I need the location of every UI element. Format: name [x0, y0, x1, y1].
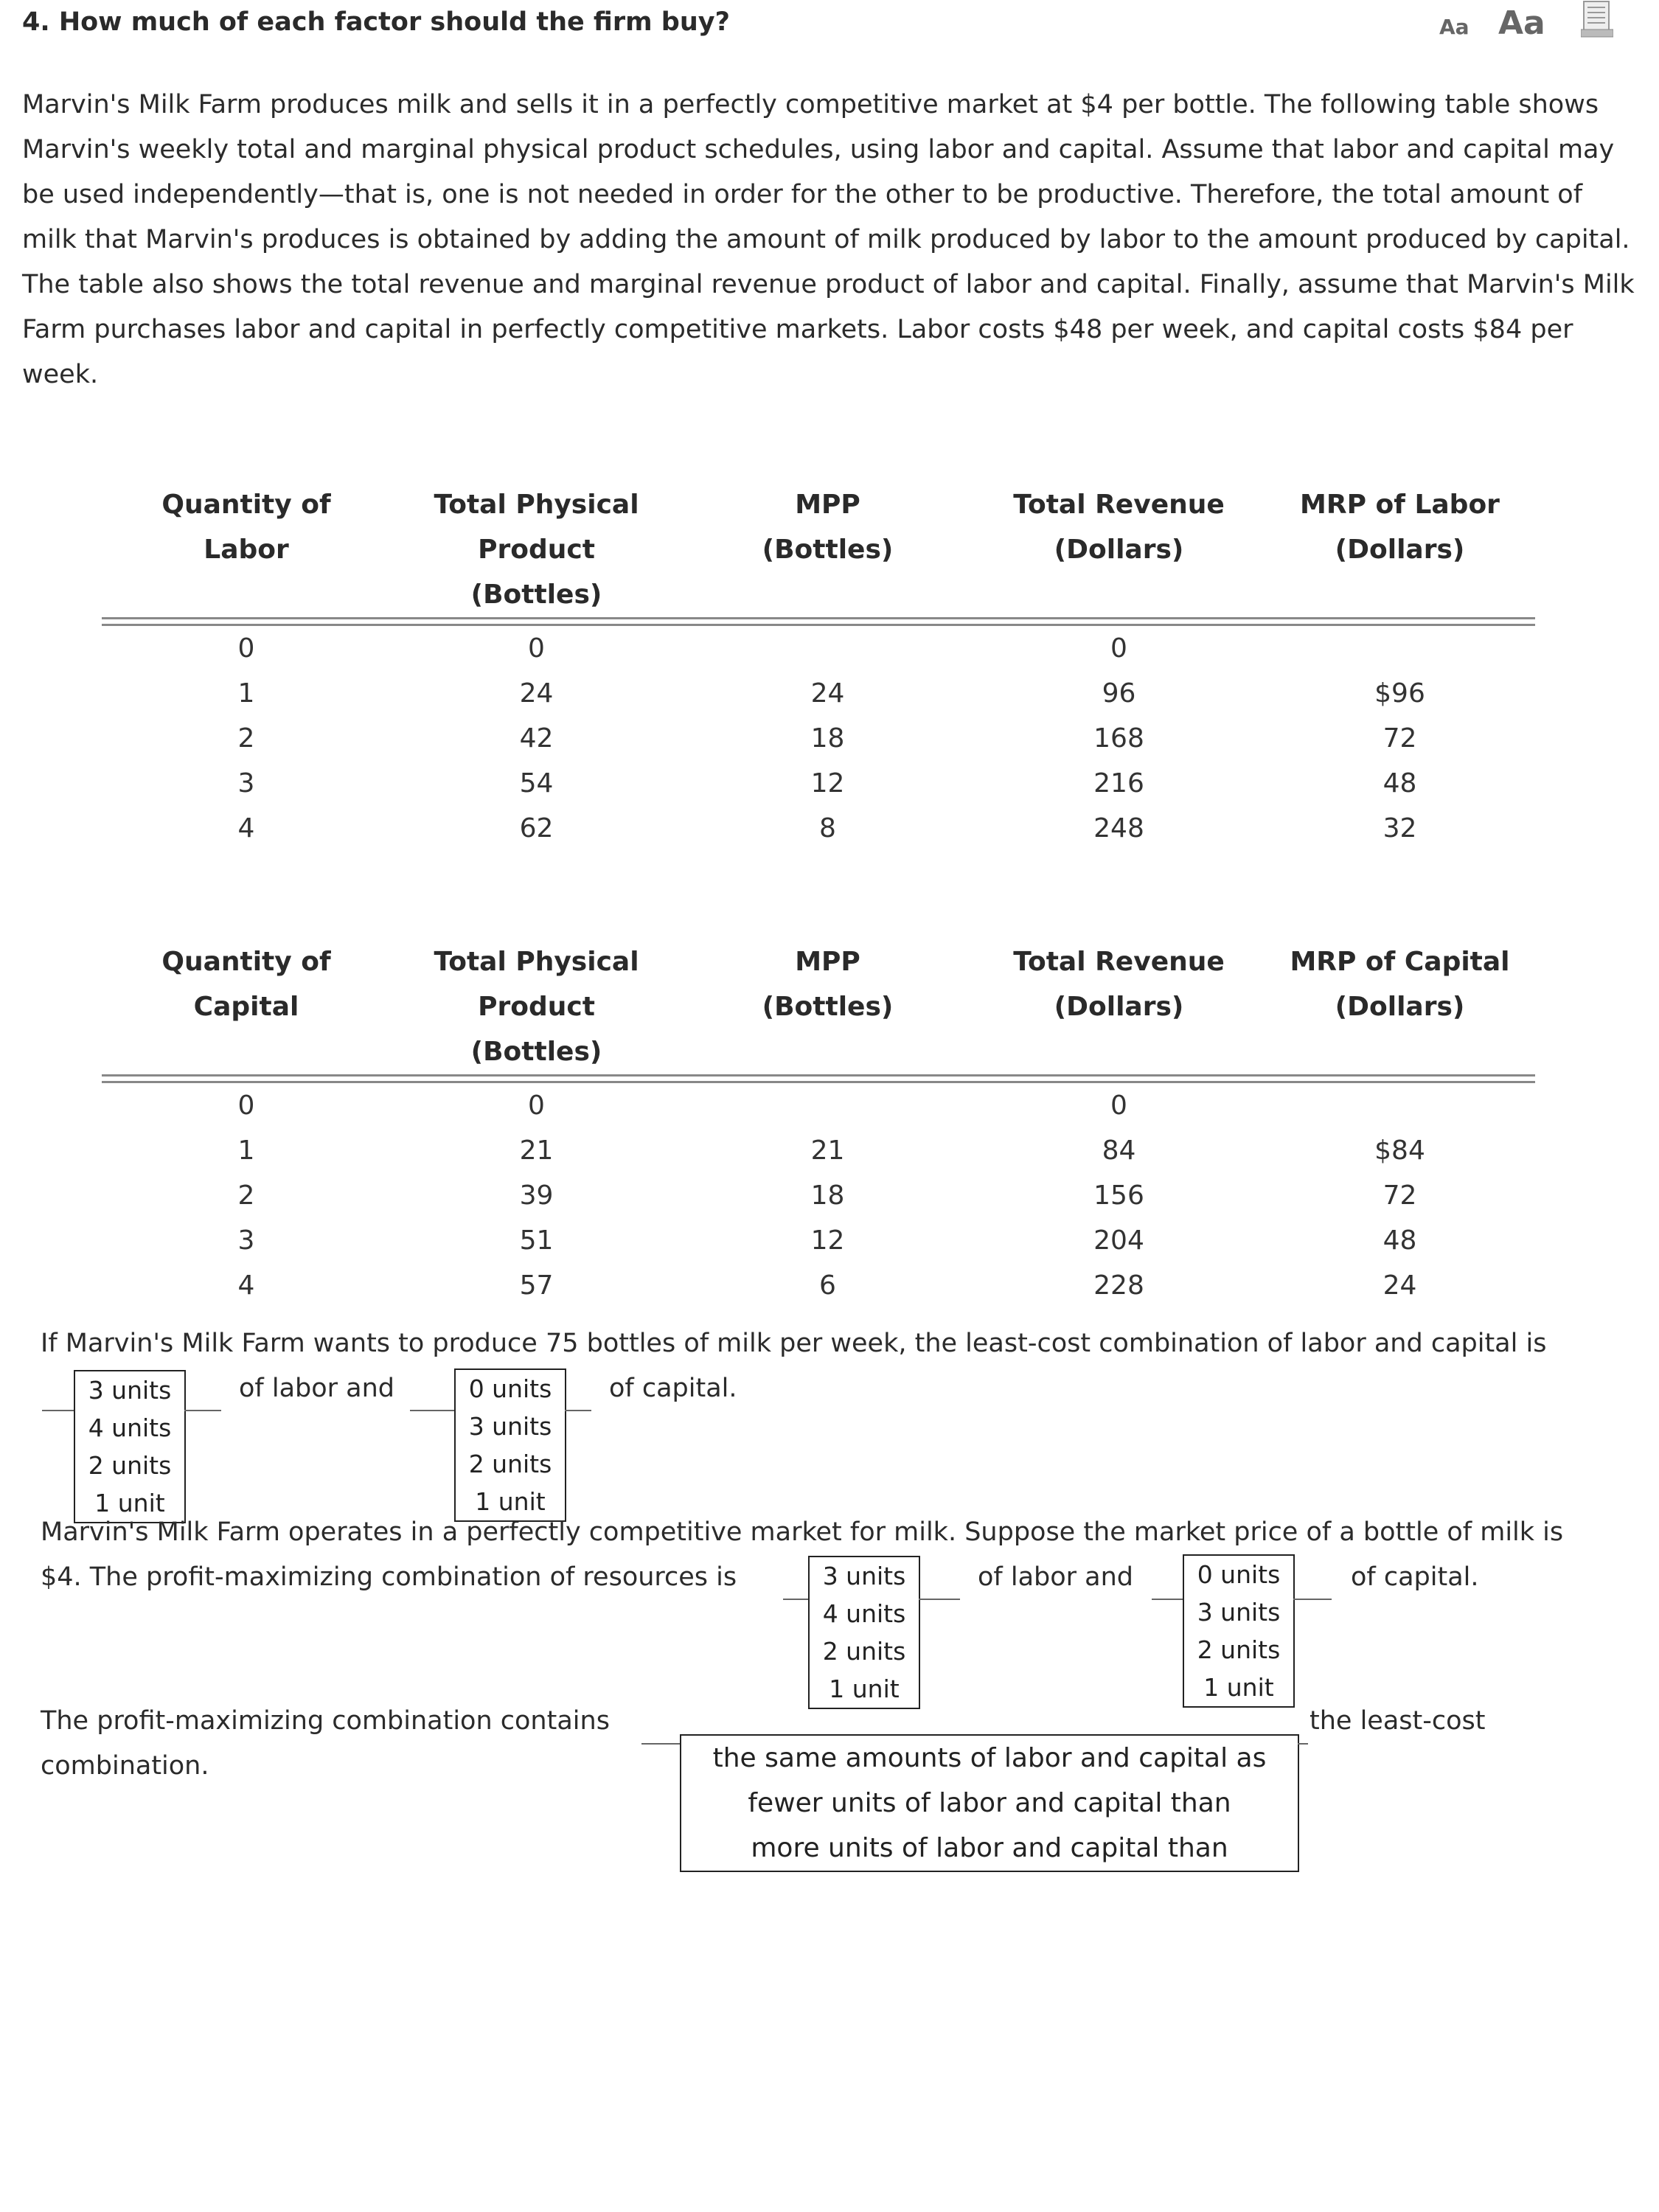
table-cell: 0: [1110, 633, 1127, 664]
table-cell: 2: [237, 1180, 255, 1211]
table-cell: 48: [1382, 768, 1417, 799]
table-cell: 2: [237, 723, 255, 754]
table-cell: 72: [1382, 1180, 1417, 1211]
table-cell: 12: [810, 1225, 845, 1256]
dropdown-option[interactable]: more units of labor and capital than: [751, 1833, 1228, 1863]
table-row: [102, 1218, 1535, 1263]
dropdown-option[interactable]: 4 units: [822, 1599, 906, 1628]
q1-blank-line: [184, 1410, 221, 1411]
q3-suffix: the least-cost: [1310, 1706, 1486, 1736]
labor-header-quantity: Quantity of Labor: [161, 490, 331, 565]
table-cell: 4: [237, 813, 255, 844]
table-cell: 57: [519, 1270, 554, 1301]
dropdown-option[interactable]: 2 units: [822, 1637, 906, 1666]
q3-blank-line: [641, 1743, 681, 1745]
q1-prompt: If Marvin's Milk Farm wants to produce 75 bottles of milk per week, the least-cost combination of labor and capital is: [41, 1329, 1547, 1358]
q2-prompt-line2: $4. The profit-maximizing combination of resources is: [41, 1562, 737, 1592]
labor-table: [102, 482, 1535, 851]
table-cell: $84: [1374, 1135, 1425, 1166]
q2-blank-line: [919, 1599, 960, 1600]
q2-blank-line: [1293, 1599, 1332, 1600]
dropdown-option[interactable]: fewer units of labor and capital than: [748, 1788, 1231, 1818]
table-cell: 39: [519, 1180, 554, 1211]
dropdown-option[interactable]: 0 units: [1197, 1560, 1281, 1589]
table-cell: [682, 625, 973, 672]
table-cell: 0: [1110, 1091, 1127, 1121]
table-cell: 6: [819, 1270, 836, 1301]
table-row: [102, 716, 1535, 761]
labor-header-tr: Total Revenue (Dollars): [1013, 490, 1225, 565]
table-row: [102, 806, 1535, 851]
q3-prompt: The profit-maximizing combination contains: [41, 1706, 610, 1736]
dropdown-option[interactable]: 1 unit: [94, 1489, 165, 1517]
q2-blank-line: [1152, 1599, 1183, 1600]
capital-header-mrp: MRP of Capital (Dollars): [1290, 947, 1510, 1022]
decrease-font-button[interactable]: Aa: [1439, 15, 1470, 39]
table-cell: 228: [1093, 1270, 1144, 1301]
table-row: [102, 1173, 1535, 1218]
table-cell: 1: [237, 1135, 255, 1166]
table-cell: 0: [528, 633, 545, 664]
dropdown-option[interactable]: 3 units: [468, 1412, 552, 1441]
question-title: 4. How much of each factor should the firm buy?: [22, 7, 730, 37]
table-cell: 8: [819, 813, 836, 844]
table-row: [102, 625, 1535, 672]
q2-blank-line: [783, 1599, 810, 1600]
table-cell: [682, 1082, 973, 1129]
dropdown-option[interactable]: 3 units: [822, 1562, 906, 1590]
table-cell: 0: [237, 633, 255, 664]
table-cell: 24: [519, 678, 554, 709]
dropdown-option[interactable]: 0 units: [468, 1374, 552, 1403]
dropdown-option[interactable]: 3 units: [1197, 1598, 1281, 1627]
table-row: [102, 1082, 1535, 1129]
capital-header-tpp: Total Physical Product (Bottles): [434, 947, 639, 1067]
dropdown-option[interactable]: 3 units: [88, 1376, 172, 1405]
table-cell: 24: [810, 678, 845, 709]
table-cell: 3: [237, 768, 255, 799]
table-cell: 54: [519, 768, 554, 799]
table-row: [102, 1263, 1535, 1308]
table-cell: 204: [1093, 1225, 1144, 1256]
dropdown-option[interactable]: 2 units: [88, 1451, 172, 1480]
table-cell: 84: [1102, 1135, 1136, 1166]
q2-labor-suffix: of labor and: [978, 1562, 1134, 1592]
table-cell: 3: [237, 1225, 255, 1256]
q1-labor-suffix: of labor and: [239, 1374, 395, 1403]
print-icon[interactable]: [1581, 0, 1613, 38]
table-cell: 72: [1382, 723, 1417, 754]
table-cell: 156: [1093, 1180, 1144, 1211]
table-cell: 51: [519, 1225, 554, 1256]
table-cell: 12: [810, 768, 845, 799]
q3-blank-line: [1298, 1743, 1308, 1745]
table-cell: 21: [810, 1135, 845, 1166]
table-row: [102, 1128, 1535, 1173]
table-cell: 18: [810, 1180, 845, 1211]
table-row: [102, 761, 1535, 806]
table-cell: 42: [519, 723, 554, 754]
table-cell: 62: [519, 813, 554, 844]
q2-labor-dropdown[interactable]: [808, 1556, 920, 1709]
dropdown-option[interactable]: 1 unit: [475, 1487, 546, 1516]
table-cell: 0: [528, 1091, 545, 1121]
table-cell: $96: [1374, 678, 1425, 709]
table-cell: [1265, 1082, 1535, 1129]
labor-header-mpp: MPP (Bottles): [762, 490, 894, 565]
table-cell: 248: [1093, 813, 1144, 844]
q1-capital-dropdown[interactable]: [454, 1368, 566, 1522]
capital-header-mpp: MPP (Bottles): [762, 947, 894, 1022]
table-cell: 48: [1382, 1225, 1417, 1256]
table-cell: 168: [1093, 723, 1144, 754]
dropdown-option[interactable]: the same amounts of labor and capital as: [712, 1743, 1267, 1773]
table-cell: 24: [1382, 1270, 1417, 1301]
table-row: [102, 671, 1535, 716]
capital-header-tr: Total Revenue (Dollars): [1013, 947, 1225, 1022]
q1-blank-line: [565, 1410, 591, 1411]
dropdown-option[interactable]: 4 units: [88, 1413, 172, 1442]
q2-capital-dropdown[interactable]: [1183, 1554, 1295, 1708]
dropdown-option[interactable]: 1 unit: [1203, 1673, 1274, 1702]
q3-line2: combination.: [41, 1751, 209, 1781]
labor-header-tpp: Total Physical Product (Bottles): [434, 490, 639, 610]
dropdown-option[interactable]: 1 unit: [829, 1674, 900, 1703]
table-cell: 216: [1093, 768, 1144, 799]
table-cell: [1265, 625, 1535, 672]
increase-font-button[interactable]: Aa: [1498, 4, 1545, 42]
labor-header-mrp: MRP of Labor (Dollars): [1300, 490, 1500, 565]
q2-capital-suffix: of capital.: [1351, 1562, 1479, 1592]
q1-capital-suffix: of capital.: [609, 1374, 737, 1403]
q1-blank-line: [410, 1410, 454, 1411]
table-cell: 4: [237, 1270, 255, 1301]
table-cell: 96: [1102, 678, 1136, 709]
q1-labor-dropdown[interactable]: [74, 1370, 186, 1523]
table-cell: 1: [237, 678, 255, 709]
table-cell: 32: [1382, 813, 1417, 844]
q2-prompt-line1: Marvin's Milk Farm operates in a perfectly competitive market for milk. Suppose the market price of a bottle of milk is: [41, 1517, 1564, 1547]
dropdown-option[interactable]: 2 units: [1197, 1635, 1281, 1664]
table-cell: 21: [519, 1135, 554, 1166]
table-cell: 18: [810, 723, 845, 754]
q1-blank-line: [42, 1410, 75, 1411]
capital-header-quantity: Quantity of Capital: [161, 947, 331, 1022]
intro-paragraph: Marvin's Milk Farm produces milk and sells it in a perfectly competitive market at $4 per bottle. The following table shows Marvin's weekly total and marginal physical product schedules, using labor and capital. Assume that labor and capital may be used independently—that is, one is not needed in order for the other to be productive. Therefore, the total amount of milk that Marvin's produces is obtained by adding the amount of milk produced by labor to the amount produced by capital. The table also shows the total revenue and marginal revenue product of labor and capital. Finally, assume that Marvin's Milk Farm purchases labor and capital in perfectly competitive markets. Labor costs $48 per week, and capital costs $84 per week.: [22, 90, 1635, 389]
dropdown-option[interactable]: 2 units: [468, 1450, 552, 1478]
q3-comparison-dropdown[interactable]: [680, 1734, 1299, 1872]
capital-table: [102, 939, 1535, 1308]
table-cell: 0: [237, 1091, 255, 1121]
